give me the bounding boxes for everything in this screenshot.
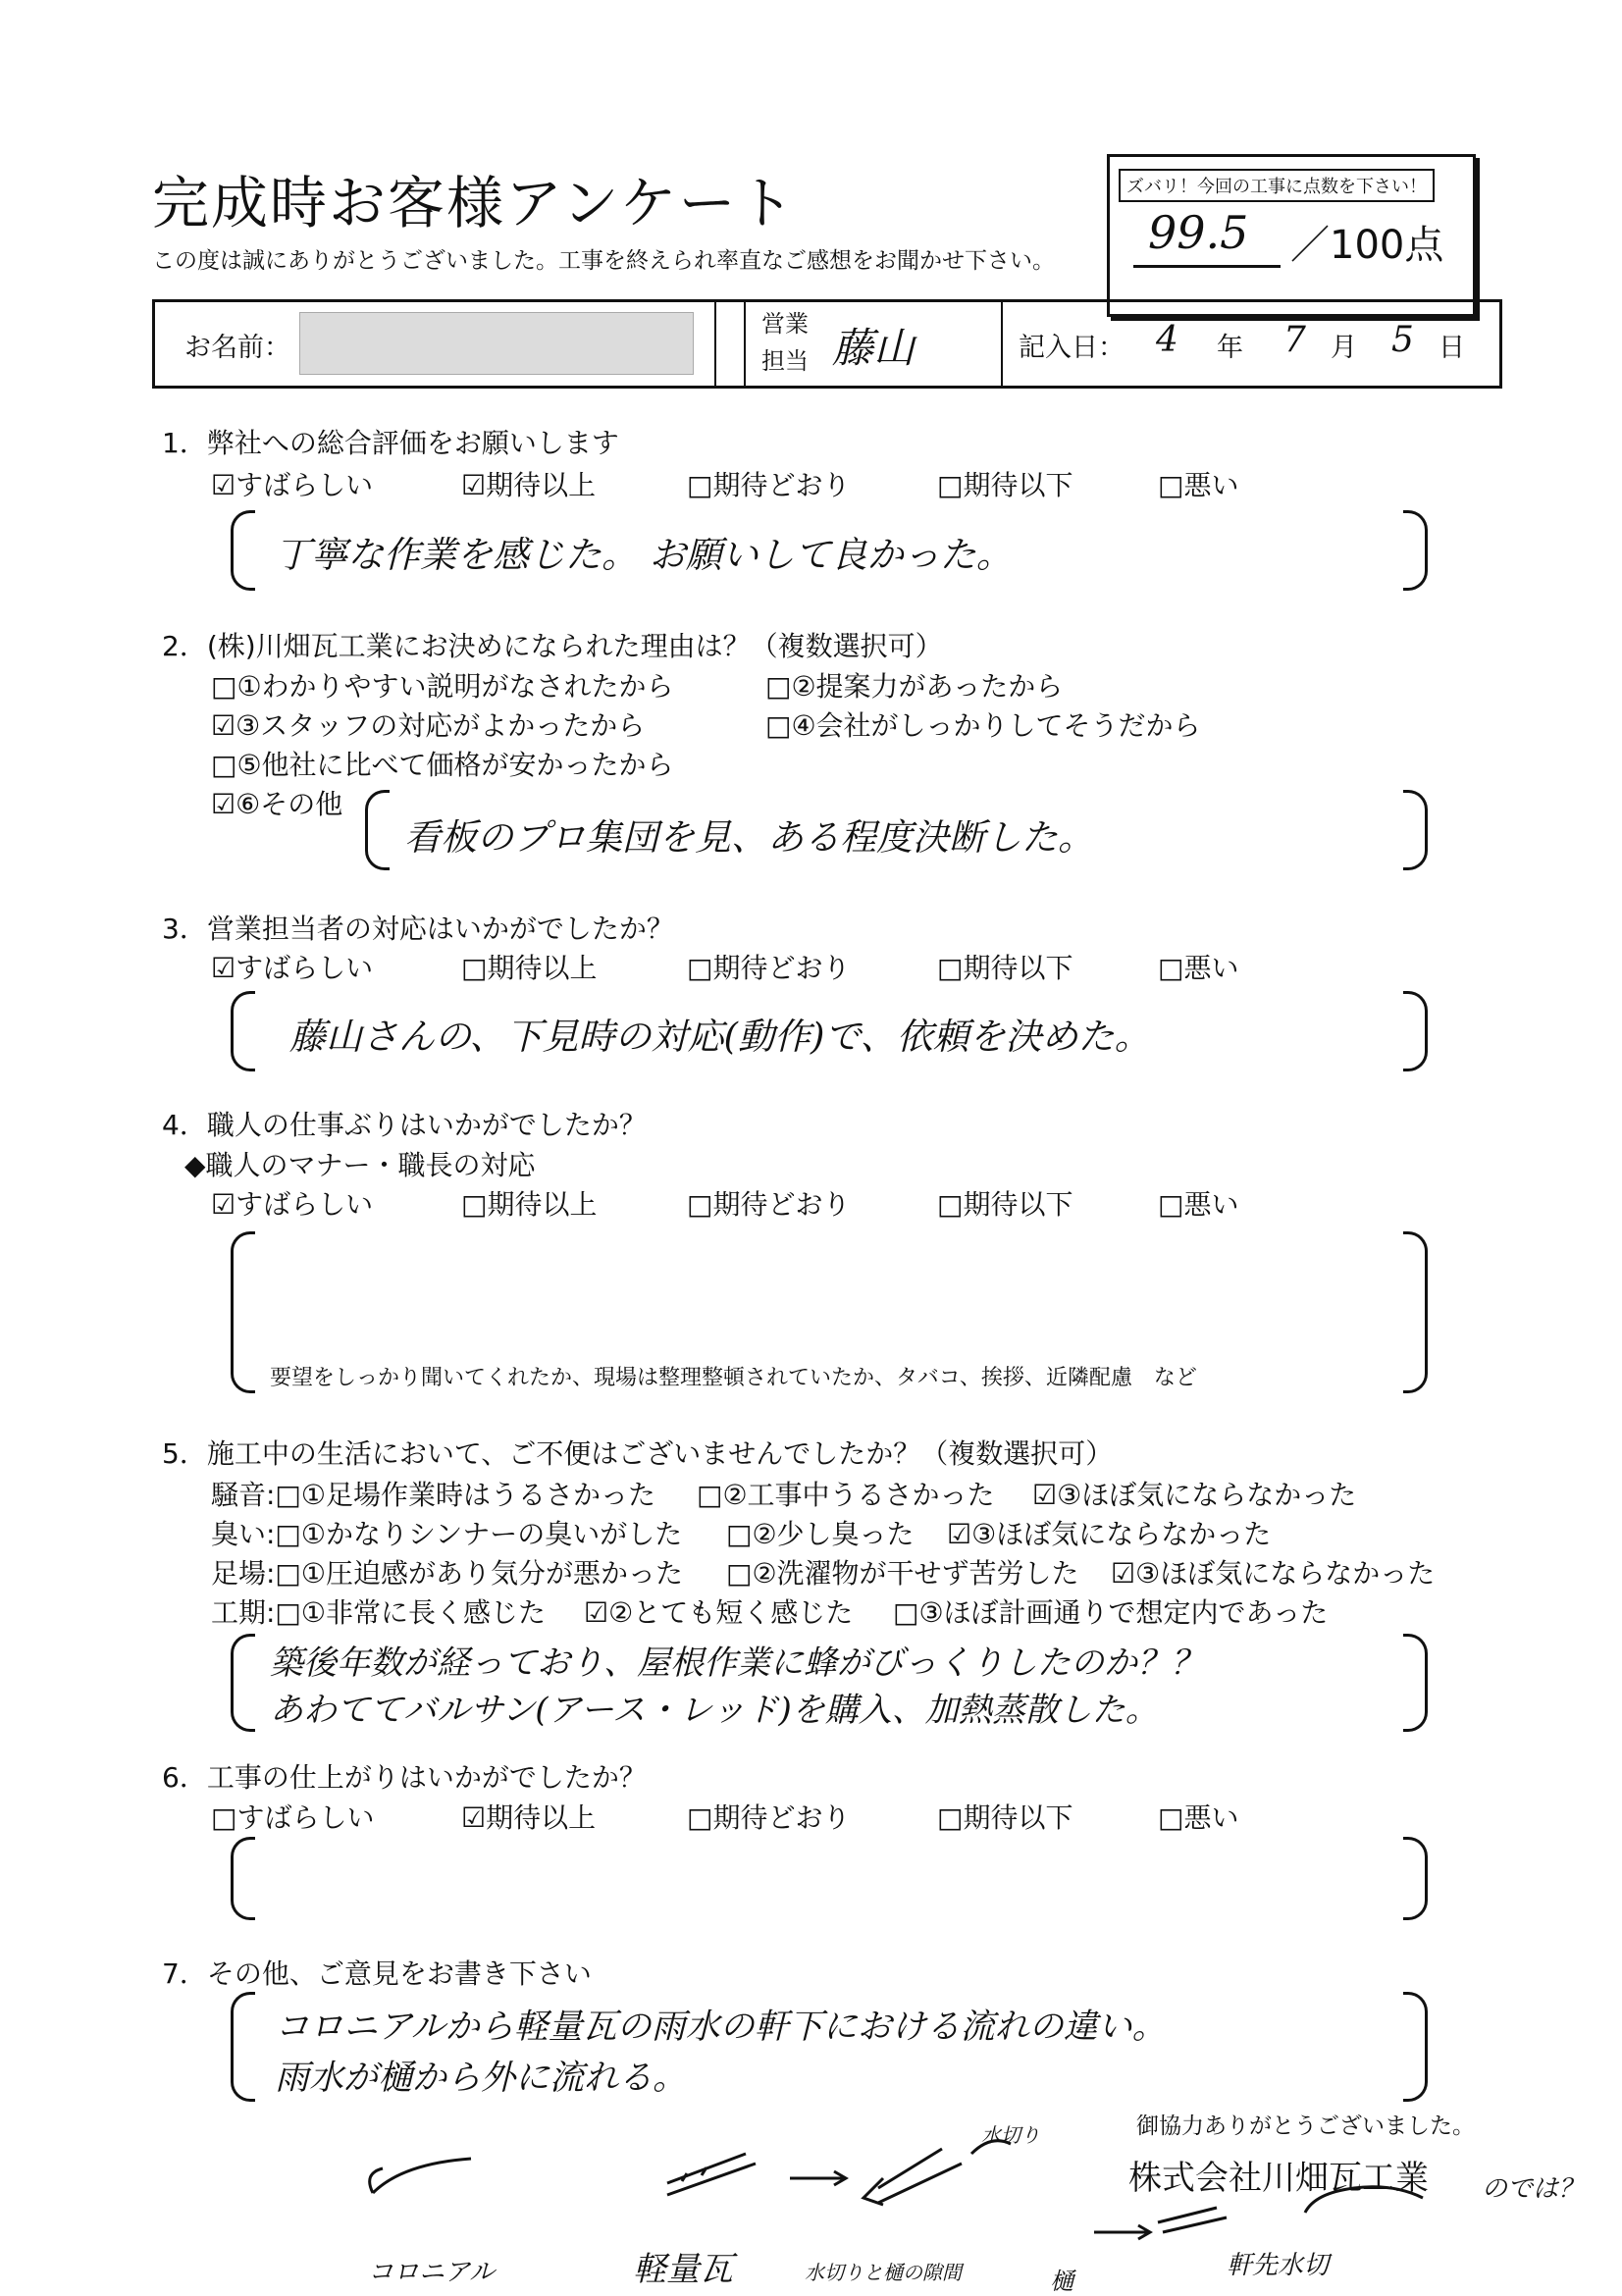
thanks-text: 御協力ありがとうございました。 xyxy=(1136,2113,1475,2139)
score-value: 99.5 xyxy=(1148,206,1249,259)
q5-comment-line-1: 築後年数が経っており、屋根作業に蜂がびっくりしたのか？？ xyxy=(270,1644,1204,1683)
q1-option[interactable]: □悪い xyxy=(1158,469,1239,501)
q1-comment: 丁寧な作業を感じた。 お願いして良かった。 xyxy=(275,534,1013,576)
intro-text: この度は誠にありがとうございました。工事を終えられ率直なご感想をお聞かせ下さい。 xyxy=(152,248,1055,274)
q5-question: 5．施工中の生活において、ご不便はございませんでしたか？（複数選択可） xyxy=(162,1437,1114,1470)
sketch-label-gap: 水切りと樋の隙間 xyxy=(805,2261,962,2284)
q5-option[interactable]: □③ほぼ計画通りで想定内であった xyxy=(893,1596,1329,1629)
q3-option[interactable]: ☑すばらしい xyxy=(211,952,374,984)
q4-hint: 要望をしっかり聞いてくれたか、現場は整理整頓されていたか、タバコ、挨拶、近隣配慮 など xyxy=(270,1366,1197,1390)
q4-option[interactable]: ☑すばらしい xyxy=(211,1188,374,1221)
q4-subheading: ◆職人のマナー・職長の対応 xyxy=(184,1149,536,1181)
q5-option[interactable]: ☑③ほぼ気にならなかった xyxy=(1032,1479,1357,1511)
q2-comment: 看板のプロ集団を見、ある程度決断した。 xyxy=(404,816,1094,859)
q3-comment-box xyxy=(231,991,1428,1071)
q5-option[interactable]: 足場:□①圧迫感があり気分が悪かった xyxy=(211,1557,683,1590)
q5-option[interactable]: ☑②とても短く感じた xyxy=(584,1596,854,1629)
q4-option[interactable]: □期待どおり xyxy=(687,1188,851,1221)
q2-option[interactable]: □⑤他社に比べて価格が安かったから xyxy=(211,749,674,781)
q3-option[interactable]: □期待以上 xyxy=(461,952,598,984)
q6-comment-box xyxy=(231,1837,1428,1920)
q5-option[interactable]: 騒音:□①足場作業時はうるさかった xyxy=(211,1479,655,1511)
q1-option[interactable]: ☑期待以上 xyxy=(461,469,597,501)
q1-question: 1．弊社への総合評価をお願いします xyxy=(162,427,619,459)
year-unit: 年 xyxy=(1217,333,1243,363)
q5-comment-line-2: あわててバルサン(アース・レッド)を購入、加熱蒸散した。 xyxy=(270,1691,1159,1730)
q3-comment: 藤山さんの、下見時の対応(動作)で、依頼を決めた。 xyxy=(289,1016,1151,1058)
q6-question: 6．工事の仕上がりはいかがでしたか？ xyxy=(162,1761,647,1794)
info-row xyxy=(152,299,1502,389)
date-day: 5 xyxy=(1391,320,1414,360)
score-max: ／100点 xyxy=(1290,223,1444,268)
page-title: 完成時お客様アンケート xyxy=(152,170,797,236)
sales-label-1: 営業 xyxy=(761,310,809,338)
q4-option[interactable]: □悪い xyxy=(1158,1188,1239,1221)
q6-option[interactable]: □期待以下 xyxy=(937,1801,1073,1834)
divider xyxy=(744,302,746,386)
q2-question: 2．(株)川畑瓦工業にお決めになられた理由は？（複数選択可） xyxy=(162,630,943,662)
q2-option[interactable]: □②提案力があったから xyxy=(765,670,1064,703)
day-unit: 日 xyxy=(1439,333,1465,363)
date-year: 4 xyxy=(1156,320,1178,360)
company-name: 株式会社川畑瓦工業 xyxy=(1128,2159,1429,2198)
q7-comment-line-1: コロニアルから軽量瓦の雨水の軒下における流れの違い。 xyxy=(275,2008,1167,2047)
sales-name: 藤山 xyxy=(832,324,916,372)
q3-option[interactable]: □悪い xyxy=(1158,952,1239,984)
q1-option[interactable]: □期待どおり xyxy=(687,469,851,501)
sketch-label-gutter: 樋 xyxy=(1050,2268,1073,2295)
divider xyxy=(714,302,716,386)
month-unit: 月 xyxy=(1331,333,1357,363)
q6-option[interactable]: ☑期待以上 xyxy=(461,1801,597,1834)
q2-option[interactable]: ☑⑥その他 xyxy=(211,788,343,820)
q5-option[interactable]: 臭い:□①かなりシンナーの臭いがした xyxy=(211,1518,683,1550)
q1-option[interactable]: ☑すばらしい xyxy=(211,469,374,501)
q2-option[interactable]: ☑③スタッフの対応がよかったから xyxy=(211,709,646,742)
q4-question: 4．職人の仕事ぶりはいかがでしたか？ xyxy=(162,1109,647,1141)
q7-question: 7．その他、ご意見をお書き下さい xyxy=(162,1957,592,1990)
q3-option[interactable]: □期待以下 xyxy=(937,952,1073,984)
q7-comment-box xyxy=(231,1992,1428,2102)
score-underline xyxy=(1133,265,1281,268)
q4-option[interactable]: □期待以下 xyxy=(937,1188,1073,1221)
q5-option[interactable]: □②洗濯物が干せず苦労した xyxy=(726,1557,1079,1590)
sketch-label-question: のでは？ xyxy=(1482,2174,1585,2204)
q2-option[interactable]: □①わかりやすい説明がなされたから xyxy=(211,670,674,703)
sketch-label-light-tile: 軽量瓦 xyxy=(633,2250,733,2289)
q5-option[interactable]: ☑③ほぼ気にならなかった xyxy=(947,1518,1272,1550)
date-month: 7 xyxy=(1283,320,1306,360)
q2-option[interactable]: □④会社がしっかりしてそうだから xyxy=(765,709,1201,742)
score-label: ズバリ！今回の工事に点数を下さい！ xyxy=(1119,169,1435,202)
sales-label-2: 担当 xyxy=(761,347,809,375)
q6-option[interactable]: □すばらしい xyxy=(211,1801,375,1834)
q3-question: 3．営業担当者の対応はいかがでしたか？ xyxy=(162,913,674,945)
q5-option[interactable]: □②少し臭った xyxy=(726,1518,915,1550)
q7-comment-line-2: 雨水が樋から外に流れる。 xyxy=(275,2059,688,2098)
q5-option[interactable]: 工期:□①非常に長く感じた xyxy=(211,1596,546,1629)
q5-comment-box xyxy=(231,1634,1428,1732)
q2-comment-box xyxy=(365,790,1428,870)
q5-option[interactable]: ☑③ほぼ気にならなかった xyxy=(1111,1557,1436,1590)
date-label: 記入日： xyxy=(1019,333,1125,363)
q5-option[interactable]: □②工事中うるさかった xyxy=(697,1479,995,1511)
sketch-label-eaves-flashing: 軒先水切 xyxy=(1227,2251,1330,2280)
q6-option[interactable]: □悪い xyxy=(1158,1801,1239,1834)
q4-comment-box xyxy=(231,1231,1428,1393)
q6-option[interactable]: □期待どおり xyxy=(687,1801,851,1834)
q1-option[interactable]: □期待以下 xyxy=(937,469,1073,501)
q4-option[interactable]: □期待以上 xyxy=(461,1188,598,1221)
sketch-label-colonial: コロニアル xyxy=(368,2258,495,2287)
sketch-label-flashing: 水切り xyxy=(981,2123,1040,2147)
name-label: お名前： xyxy=(184,333,290,363)
q1-comment-box xyxy=(231,510,1428,591)
divider xyxy=(1001,302,1003,386)
name-redacted xyxy=(299,312,694,375)
q3-option[interactable]: □期待どおり xyxy=(687,952,851,984)
